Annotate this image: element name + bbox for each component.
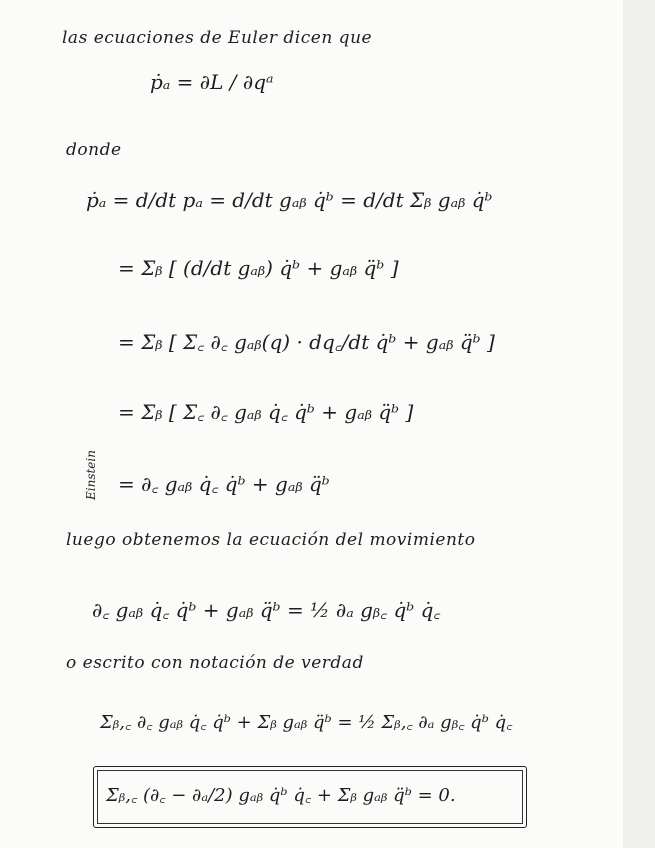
- final-boxed-equation: Σᵦ,꜀ (∂꜀ − ∂ₐ/2) gₐᵦ q̇ᵇ q̇꜀ + Σᵦ gₐᵦ q̈ᵇ = 0.: [106, 785, 456, 806]
- einstein-notation-step: = ∂꜀ gₐᵦ q̇꜀ q̇ᵇ + gₐᵦ q̈ᵇ: [118, 472, 330, 496]
- simplified-step: = Σᵦ [ Σ꜀ ∂꜀ gₐᵦ q̇꜀ q̇ᵇ + gₐᵦ q̈ᵇ ]: [118, 400, 414, 424]
- honest-notation-text: o escrito con notación de verdad: [66, 653, 364, 673]
- chain-rule-step: = Σᵦ [ Σ꜀ ∂꜀ gₐᵦ(q) · dq꜀/dt q̇ᵇ + gₐᵦ q̈ᵇ ]: [118, 330, 495, 354]
- explicit-sum-equation: Σᵦ,꜀ ∂꜀ gₐᵦ q̇꜀ q̇ᵇ + Σᵦ gₐᵦ q̈ᵇ = ½ Σᵦ,꜀ ∂ₐ gᵦ꜀ q̇ᵇ q̇꜀: [100, 712, 513, 733]
- euler-lagrange-equation: ṗₐ = ∂L / ∂qᵃ: [150, 70, 274, 94]
- equation-of-motion: ∂꜀ gₐᵦ q̇꜀ q̇ᵇ + gₐᵦ q̈ᵇ = ½ ∂ₐ gᵦ꜀ q̇ᵇ q̇꜀: [92, 598, 441, 622]
- intro-text: las ecuaciones de Euler dicen que: [62, 28, 373, 48]
- momentum-derivative-equation: ṗₐ = d/dt pₐ = d/dt gₐᵦ q̇ᵇ = d/dt Σᵦ gₐᵦ q̇ᵇ: [86, 188, 493, 212]
- background-strip: [623, 0, 655, 848]
- donde-text: donde: [66, 140, 122, 160]
- einstein-note: Einstein: [84, 450, 98, 500]
- product-rule-step: = Σᵦ [ (d/dt gₐᵦ) q̇ᵇ + gₐᵦ q̈ᵇ ]: [118, 256, 399, 280]
- motion-equation-text: luego obtenemos la ecuación del movimiento: [66, 530, 476, 550]
